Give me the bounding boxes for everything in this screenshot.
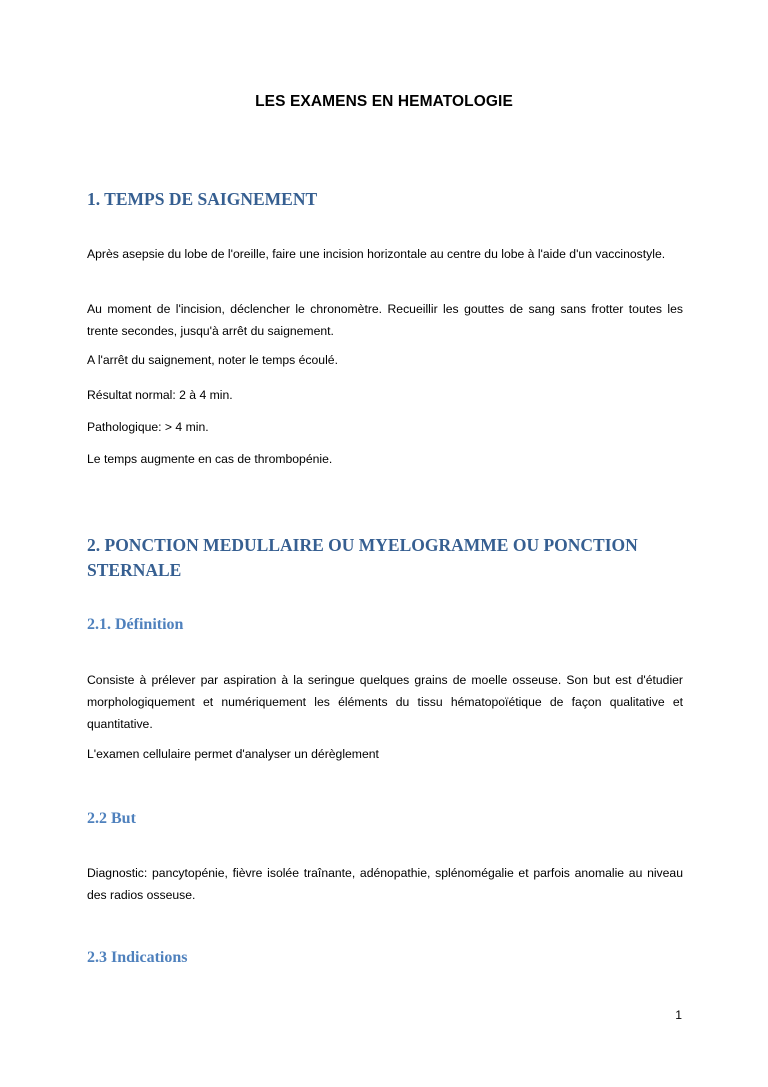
paragraph-definition: Consiste à prélever par aspiration à la seringue quelques grains de moelle osseuse. Son but est d'étudier morphologiquement et numériquement les éléments du tissu hématopoïétique de façon qualitative et quantitative. — [87, 673, 683, 731]
paragraph-diagnostic: Diagnostic: pancytopénie, fièvre isolée traînante, adénopathie, splénomégalie et parfois anomalie au niveau des radios osseuse. — [87, 866, 683, 902]
subsection-heading-indications: 2.3 Indications — [87, 949, 188, 966]
section-heading-temps-de-saignement: 1. TEMPS DE SAIGNEMENT — [87, 189, 318, 209]
paragraph-asepsie: Après asepsie du lobe de l'oreille, faire une incision horizontale au centre du lobe à l'aide d'un vaccinostyle. — [87, 247, 666, 261]
subsection-heading-but: 2.2 But — [87, 810, 136, 827]
paragraph-pathologique: Pathologique: > 4 min. — [87, 420, 209, 434]
subsection-heading-definition: 2.1. Définition — [87, 616, 184, 633]
paragraph-thrombopenie: Le temps augmente en cas de thrombopénie. — [87, 452, 333, 466]
paragraph-resultat-normal: Résultat normal: 2 à 4 min. — [87, 388, 233, 402]
document-title: LES EXAMENS EN HEMATOLOGIE — [255, 93, 513, 110]
section-heading-ponction-medullaire: 2. PONCTION MEDULLAIRE OU MYELOGRAMME OU PONCTION STERNALE — [87, 535, 638, 580]
paragraph-chronometre: Au moment de l'incision, déclencher le chronomètre. Recueillir les gouttes de sang sans frotter toutes les trente secondes, jusqu'à arrêt du saignement. — [87, 302, 683, 338]
paragraph-temps-ecoule: A l'arrêt du saignement, noter le temps écoulé. — [87, 353, 338, 367]
paragraph-examen-cellulaire: L'examen cellulaire permet d'analyser un dérèglement — [87, 747, 379, 761]
page-number: 1 — [675, 1008, 682, 1022]
